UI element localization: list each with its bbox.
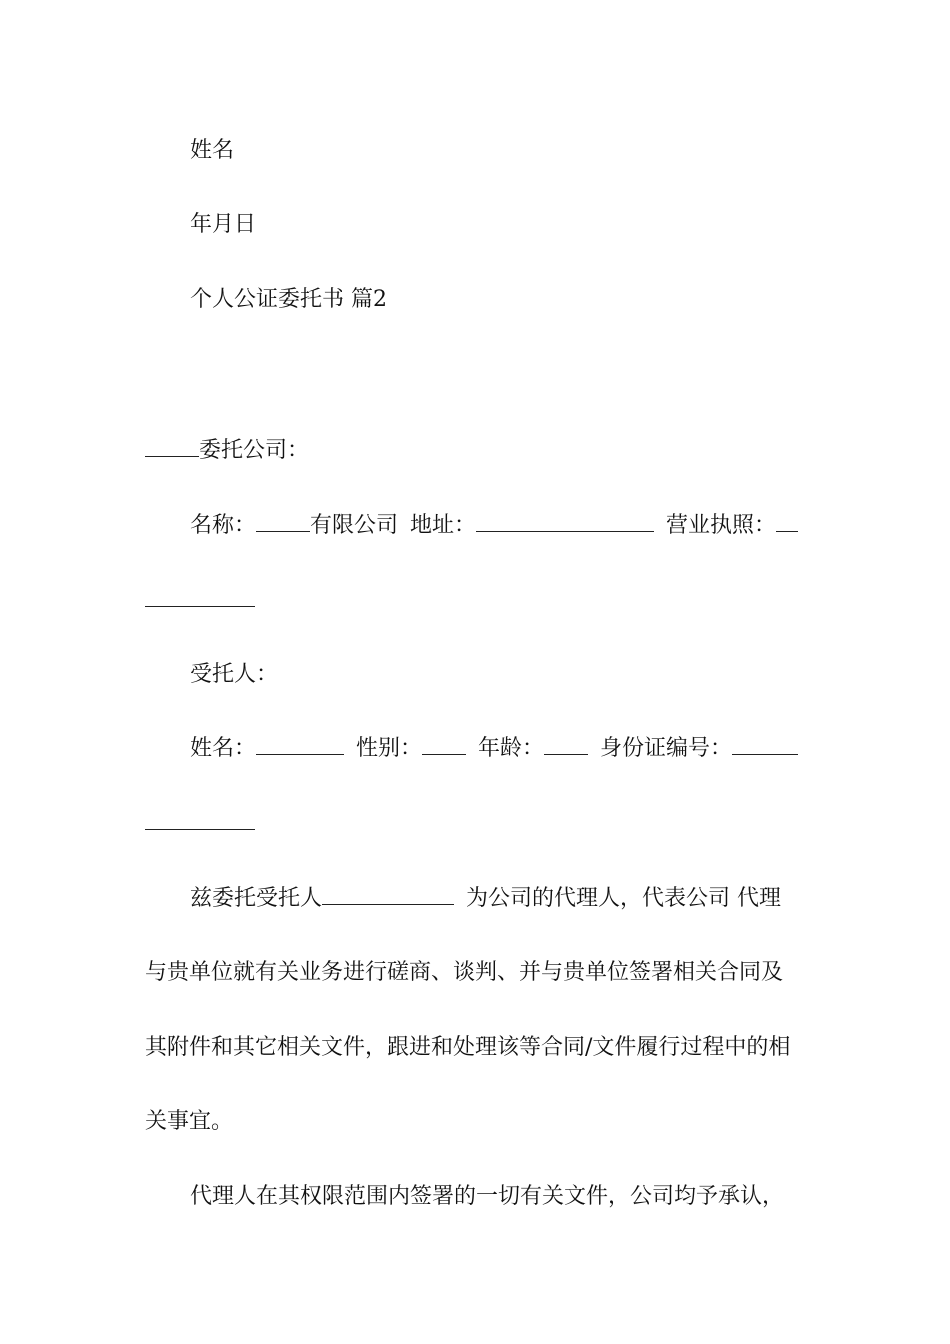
signature-name: 姓名 <box>190 138 235 163</box>
blank-id-start <box>732 734 798 755</box>
address-label: 地址： <box>410 513 477 538</box>
blank-client-company <box>145 436 199 457</box>
para1-line4: 关事宜。 <box>145 1109 234 1134</box>
blank-address <box>476 511 654 532</box>
id-label: 身份证编号： <box>600 736 733 761</box>
company-info-line <box>190 511 798 541</box>
license-continuation-line <box>145 586 255 616</box>
trustee-heading: 受托人： <box>190 662 279 687</box>
blank-trustee-name <box>256 734 344 755</box>
para2-line1: 代理人在其权限范围内签署的一切有关文件，公司均予承认， <box>190 1184 785 1209</box>
blank-gender <box>422 734 466 755</box>
para1-line3: 其附件和其它相关文件，跟进和处理该等合同/文件履行过程中的相 <box>145 1035 791 1060</box>
gender-label: 性别： <box>356 736 423 761</box>
blank-company-name <box>256 511 310 532</box>
company-name-label: 名称： <box>190 513 257 538</box>
signature-date: 年月日 <box>190 212 257 237</box>
age-label: 年龄： <box>478 736 545 761</box>
license-label: 营业执照： <box>666 513 777 538</box>
company-suffix: 有限公司 <box>310 513 399 538</box>
blank-license-start <box>776 511 798 532</box>
para1-end: 为公司的代理人，代表公司 代理 <box>466 886 782 911</box>
section-title: 个人公证委托书 篇2 <box>190 287 387 312</box>
blank-age <box>544 734 588 755</box>
id-continuation-line <box>145 809 255 839</box>
client-heading: 委托公司： <box>199 438 310 463</box>
para1-start: 兹委托受托人 <box>190 886 323 911</box>
para1-line2: 与贵单位就有关业务进行磋商、谈判、并与贵单位签署相关合同及 <box>145 960 784 985</box>
client-heading-line <box>145 436 309 466</box>
blank-id-end <box>145 809 255 830</box>
trustee-info-line <box>190 734 798 764</box>
blank-license-end <box>145 586 255 607</box>
para1-line1 <box>190 884 781 914</box>
blank-trustee <box>322 884 454 905</box>
trustee-name-label: 姓名： <box>190 736 257 761</box>
